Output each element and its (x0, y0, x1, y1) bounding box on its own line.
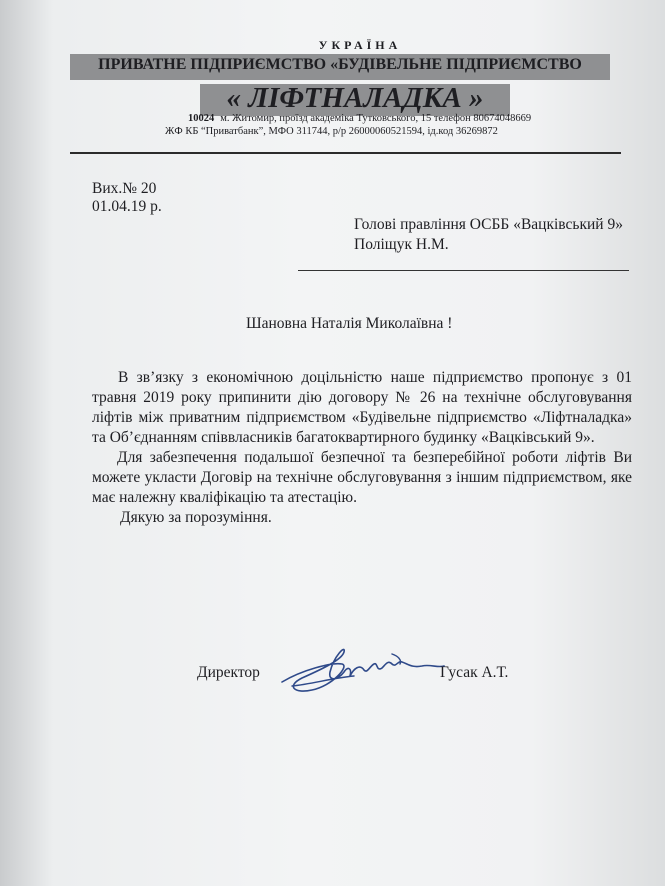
letter-date: 01.04.19 р. (92, 198, 162, 215)
handwritten-signature (272, 642, 452, 698)
body-paragraph: В зв’язку з економічною доцільністю наше підприємство пропонує з 01 травня 2019 року припинити дію договору № 26 на технічне обслуговування ліфтів між приватним підприємством «Будівельне підприємство «Ліфтналадка» та Об’єднанням співвласників багатоквартирного будинку «Вацківський 9». (92, 369, 632, 446)
letterhead-address (188, 113, 531, 124)
greeting: Шановна Наталія Миколаївна ! (246, 315, 453, 332)
recipient-position: Голові правління ОСББ «Вацківський 9» (354, 216, 623, 233)
letterhead-divider (70, 152, 621, 154)
signatory-name: Гусак А.Т. (440, 664, 509, 681)
letterhead-bank: ЖФ КБ “Приватбанк”, МФО 311744, р/р 26000060521594, ід.код 36269872 (165, 126, 498, 137)
body-paragraph: Для забезпечення подальшої безпечної та безперебійної роботи ліфтів Ви можете укласти Договір на технічне обслуговування з іншим підприємством, яке має належну кваліфікацію та атестацію. (92, 449, 632, 506)
body-paragraph: Дякую за порозуміння. (120, 509, 272, 526)
signatory-title: Директор (197, 664, 260, 681)
recipient-name: Поліщук Н.М. (354, 236, 449, 253)
address-text: м. Житомир, проїзд академіка Тутковського, 15 телефон 80674048669 (220, 113, 532, 124)
letterhead-country: УКРАЇНА (318, 38, 402, 52)
outgoing-number: Вих.№ 20 (92, 180, 157, 197)
recipient-underline (298, 270, 629, 271)
letter-body (92, 368, 632, 528)
letterhead-org-name: ПРИВАТНЕ ПІДПРИЄМСТВО «БУДІВЕЛЬНЕ ПІДПРИЄМСТВО (98, 56, 582, 73)
letterhead-brand: « ЛІФТНАЛАДКА » (226, 82, 484, 114)
postcode: 10024 (188, 113, 215, 124)
